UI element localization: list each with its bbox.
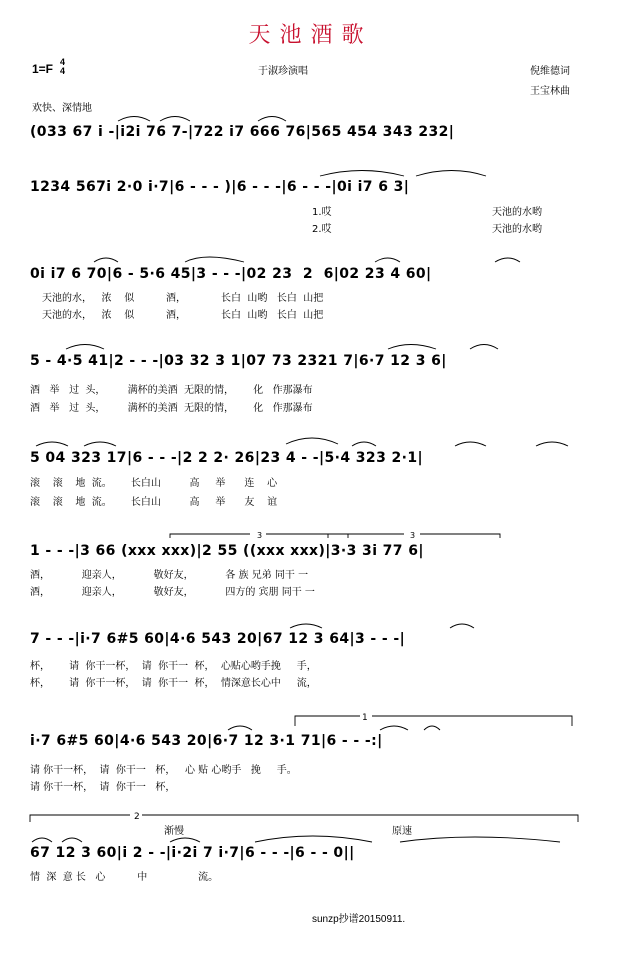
notation-line-8: i·7 6#5 60|4·6 543 20|6·7 12 3·1 71|6 - - -:| — [30, 733, 383, 749]
lyric-line-7b: 杯， 请 你干一杯， 请 你干一 杯， 情深意长心中 流， — [30, 678, 317, 689]
slur — [352, 442, 376, 446]
composer: 王宝林曲 — [530, 86, 570, 97]
notation-line-1: (033 67 i -|i2i 76 7-|722 i7 666 76|565 454 343 232| — [30, 124, 455, 140]
tie — [416, 171, 486, 177]
tempo-marking: 欢快、深情地 — [32, 103, 92, 114]
slur — [185, 257, 244, 262]
key-signature: 1=F — [32, 62, 54, 76]
slur — [495, 258, 520, 262]
triplet-bracket — [328, 534, 500, 538]
first-ending-bracket — [295, 716, 572, 726]
lyricist: 倪维德词 — [530, 66, 570, 77]
song-title: 天池酒歌 — [248, 23, 373, 48]
triplet-mark-2: 3 — [410, 531, 416, 540]
lyric-line-9: 情 深 意 长 心 中 流。 — [30, 872, 219, 883]
lyric-verse-2-start: 2.哎 — [312, 224, 332, 235]
triplet-bracket — [170, 534, 348, 538]
slur — [170, 838, 200, 842]
lyric-line-6b: 酒， 迎亲人， 敬好友， 四方的 宾朋 同干 一 — [30, 587, 315, 598]
second-ending-bracket — [30, 815, 578, 822]
tie — [320, 171, 404, 177]
lyric-verse-1-end: 天池的水哟 — [492, 207, 542, 218]
notation-line-9: 67 12 3 60|i 2 - -|i·2i 7 i·7|6 - - -|6 - - 0|| — [30, 845, 355, 861]
lyric-line-3a: 天池的水， 浓 似 酒， 长白 山哟 长白 山把 — [42, 293, 324, 304]
time-signature: 4 4 — [60, 57, 66, 76]
lyric-line-3b: 天池的水， 浓 似 酒， 长白 山哟 长白 山把 — [42, 310, 324, 321]
lyric-line-5a: 滚 滚 地 流。 长白山 高 举 连 心 — [30, 478, 278, 489]
tempo-original: 原速 — [392, 826, 412, 837]
notation-line-5: 5 04 323 17|6 - - -|2 2 2· 26|23 4 - -|5·4 323 2·1| — [30, 450, 423, 466]
slur — [36, 442, 68, 446]
triplet-mark-1: 3 — [257, 531, 263, 540]
slur — [388, 345, 436, 350]
slur — [470, 345, 498, 350]
lyric-line-8b: 请 你干一杯， 请 你干一 杯， — [30, 782, 176, 793]
slur — [380, 726, 408, 730]
lyric-line-4b: 酒 举 过 头， 满杯的美酒 无限的情， 化 作那瀑布 — [30, 403, 313, 414]
lyric-line-7a: 杯， 请 你干一杯， 请 你干一 杯， 心贴心哟手挽 手， — [30, 661, 317, 672]
slur — [228, 726, 252, 730]
slur — [258, 117, 286, 122]
lyric-verse-2-end: 天池的水哟 — [492, 224, 542, 235]
slur — [290, 624, 322, 628]
slur — [450, 624, 474, 628]
slur — [536, 442, 568, 446]
lyric-line-4a: 酒 举 过 头， 满杯的美酒 无限的情， 化 作那瀑布 — [30, 385, 313, 396]
slur — [62, 838, 82, 842]
slur — [118, 117, 150, 122]
slur — [94, 258, 118, 262]
slur — [375, 258, 400, 262]
slur — [84, 442, 116, 446]
notation-line-4: 5 - 4·5 41|2 - - -|03 32 3 1|07 73 2321 7|6·7 12 3 6| — [30, 353, 447, 369]
ending-1-label: 1 — [362, 713, 368, 723]
slur — [32, 838, 52, 842]
notation-line-7: 7 - - -|i·7 6#5 60|4·6 543 20|67 12 3 64|3 - - -| — [30, 631, 406, 647]
transcriber-credit: sunzp抄谱20150911. — [312, 914, 406, 925]
lyric-verse-1-start: 1.哎 — [312, 207, 332, 218]
tie — [400, 837, 560, 842]
lyric-line-5b: 滚 滚 地 流。 长白山 高 举 友 谊 — [30, 497, 278, 508]
lyric-line-8a: 请 你干一杯， 请 你干一 杯， 心 贴 心哟手 挽 手。 — [30, 765, 297, 776]
performer: 于淑珍演唱 — [258, 66, 308, 77]
slur — [160, 117, 190, 122]
slur — [66, 345, 104, 350]
ending-2-label: 2 — [134, 812, 140, 822]
notation-line-3: 0i i7 6 70|6 - 5·6 45|3 - - -|02 23 2 6|02 23 4 60| — [30, 266, 432, 282]
tempo-slowing: 渐慢 — [164, 826, 184, 837]
slur — [424, 726, 440, 730]
notation-line-6: 1 - - -|3 66 (xxx xxx)|2 55 ((xxx xxx)|3·3 3i 77 6| — [30, 543, 424, 559]
notation-line-2: 1234 567i 2·0 i·7|6 - - - )|6 - - -|6 - - -|0i i7 6 3| — [30, 179, 410, 195]
slur — [286, 438, 338, 444]
slur — [455, 442, 486, 446]
tie — [255, 836, 372, 842]
lyric-line-6a: 酒， 迎亲人， 敬好友， 各 族 兄弟 同干 一 — [30, 570, 309, 581]
